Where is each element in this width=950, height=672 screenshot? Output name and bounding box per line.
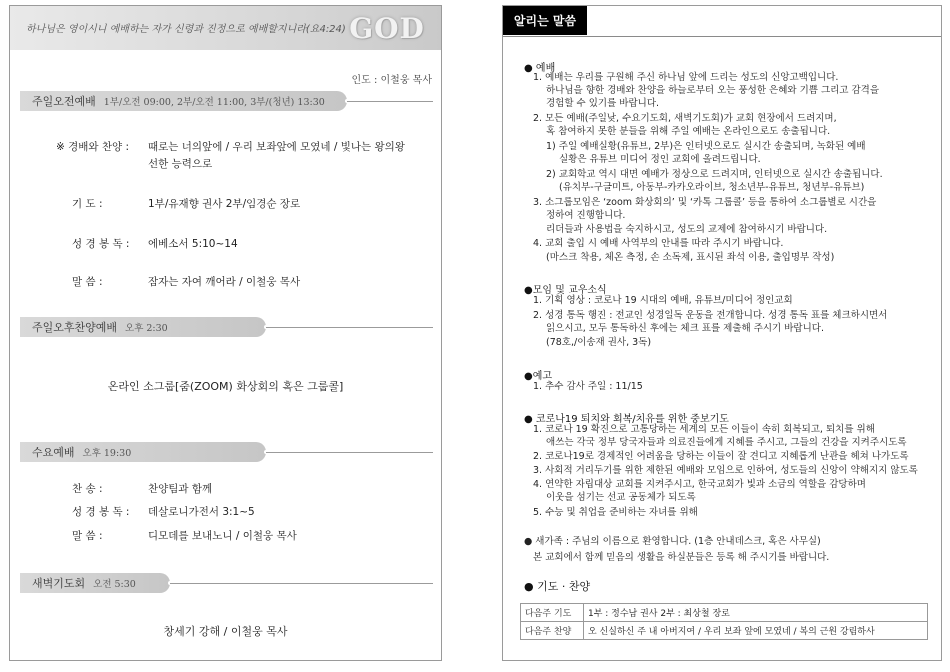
heading-preview: ●예고 <box>524 371 553 382</box>
announcement-line: 5. 수능 및 취업을 준비하는 자녀를 위해 <box>533 507 698 518</box>
row-label: ※ 경배와 찬양 : <box>56 141 130 153</box>
row-value: 잠자는 자여 깨어라 / 이철웅 목사 <box>148 276 301 288</box>
announcement-line: 실황은 유튜브 미디어 정인 교회에 올려드립니다. <box>559 154 761 165</box>
row-value: 선한 능력으로 <box>148 158 213 170</box>
announcement-line: 2. 모든 예배(주일낮, 수요기도회, 새벽기도회)가 교회 현장에서 드려지며, <box>533 113 837 124</box>
row-value: 에베소서 5:10~14 <box>148 238 238 250</box>
next-week-table <box>520 603 928 640</box>
announcement-line: 애쓰는 각국 정부 당국자들과 의료진들에게 지혜를 주시고, 그들의 건강을 지켜주시도록 <box>546 437 907 448</box>
announcement-line: 읽으시고, 모두 통독하신 후에는 체크 표를 제출해 주시기 바랍니다. <box>546 323 824 334</box>
section-title: 주일오후찬양예배 <box>32 321 118 334</box>
heading-worship: ● 예배 <box>524 63 556 74</box>
section-title: 수요예배 <box>32 446 75 459</box>
table-cell-label: 다음주 기도 <box>521 604 584 622</box>
announcement-line: 1. 추수 감사 주일 : 11/15 <box>533 381 643 392</box>
divider <box>347 101 433 102</box>
announcement-line: 정하여 진행합니다. <box>546 210 626 221</box>
announcement-line: (78호,/이송재 권사, 3독) <box>546 337 652 348</box>
announcement-line: 1. 코로나 19 확진으로 고통당하는 세계의 모든 이들이 속히 회복되고, 퇴치를 위해 <box>533 424 875 435</box>
table-row <box>521 604 928 622</box>
row-value: 디모데를 보내노니 / 이철웅 목사 <box>148 530 297 542</box>
title-underline <box>503 36 941 37</box>
announcement-line: 본 교회에서 함께 믿음의 생활을 하실분들은 등록 해 주시기를 바랍니다. <box>533 552 830 563</box>
section-header-wednesday <box>20 442 266 462</box>
announcement-line: (유치부-구글미트, 아동부-카카오라이브, 청소년부-유튜브, 청년부-유튜브) <box>559 182 865 193</box>
announcement-line: 리더들과 사용법을 숙지하시고, 성도의 교제에 참여하시기 바랍니다. <box>546 224 828 235</box>
row-label: 말 씀 : <box>72 530 103 542</box>
section-header-sunday-pm <box>20 317 266 337</box>
row-label: 기 도 : <box>72 198 103 210</box>
announcement-line: 2. 성경 통독 행진 : 전교인 성경일독 운동을 전개합니다. 성경 통독 표를 체크하시면서 <box>533 310 888 321</box>
announcement-line: 2) 교회학교 역시 대면 예배가 정상으로 드려지며, 인터넷으로 실시간 송출됩니다. <box>546 169 883 180</box>
divider <box>170 583 433 584</box>
header-banner <box>10 6 441 50</box>
row-label: 찬 송 : <box>72 483 103 495</box>
section-times: 오후 2:30 <box>125 323 168 334</box>
row-value: 찬양팀과 함께 <box>148 483 213 495</box>
table-cell-label: 다음주 찬양 <box>521 622 584 640</box>
announcements-panel <box>502 5 942 661</box>
announcement-line: 2. 코로나19로 경제적인 어려움을 당하는 이들이 잘 견디고 지혜롭게 난관을 헤쳐 나가도록 <box>533 451 909 462</box>
row-value: 때로는 너의앞에 / 우리 보좌앞에 모였네 / 빛나는 왕의왕 <box>148 141 405 153</box>
row-label: 성 경 봉 독 : <box>72 238 130 250</box>
row-label: 성 경 봉 독 : <box>72 506 130 518</box>
table-row <box>521 622 928 640</box>
announcement-line: 3. 사회적 거리두기를 위한 제한된 예배와 모임으로 인하여, 성도들의 신앙이 약해지지 않도록 <box>533 465 918 476</box>
heading-prayer-praise: ● 기도 · 찬양 <box>524 580 591 593</box>
section-times: 1부/오전 09:00, 2부/오전 11:00, 3부/(청년) 13:30 <box>103 97 325 108</box>
dawn-note: 창세기 강해 / 이철웅 목사 <box>163 625 288 638</box>
section-title: 새벽기도회 <box>32 577 86 590</box>
worship-order-panel <box>9 5 442 661</box>
announcement-line: 혹 참여하지 못한 분들을 위해 주일 예배는 온라인으로도 송출됩니다. <box>546 126 831 137</box>
table-cell-value: 1부 : 정수남 권사 2부 : 최상철 장로 <box>584 604 928 622</box>
header-verse: 하나님은 영이시니 예배하는 자가 신령과 진정으로 예배할지니라(요4:24) <box>26 24 346 35</box>
announcement-line: 하나님을 향한 경배와 찬양을 하늘로부터 오는 풍성한 은혜와 기쁨 그리고 감격을 <box>546 85 880 96</box>
divider <box>266 327 433 328</box>
section-title: 주일오전예배 <box>32 95 96 108</box>
announcement-line: 4. 교회 출입 시 예배 사역부의 안내를 따라 주시기 바랍니다. <box>533 238 784 249</box>
leader-name: 인도 : 이철웅 목사 <box>351 75 432 86</box>
announcement-line: 경험할 수 있기를 바랍니다. <box>546 98 660 109</box>
announcement-line: 3. 소그룹모임은 ‘zoom 화상회의’ 및 ‘카톡 그룹콜’ 등을 통하여 소그룹별로 시간을 <box>533 197 877 208</box>
row-value: 데살로니가전서 3:1~5 <box>148 506 255 518</box>
table-cell-value: 오 신실하신 주 내 아버지여 / 우리 보좌 앞에 모였네 / 복의 근원 강림하사 <box>584 622 928 640</box>
heading-news: ●모임 및 교우소식 <box>524 285 607 296</box>
announcement-line: 이웃을 섬기는 선교 공동체가 되도록 <box>546 492 696 503</box>
announcement-line: 4. 연약한 자립대상 교회를 지켜주시고, 한국교회가 빛과 소금의 역할을 감당하며 <box>533 479 866 490</box>
announcement-line: 1) 주일 예배실황(유튜브, 2부)은 인터넷으로도 실시간 송출되며, 녹화된 예배 <box>546 141 866 152</box>
row-value: 1부/유재향 권사 2부/임경순 장로 <box>148 198 301 210</box>
sunday-pm-note: 온라인 소그룹[줌(ZOOM) 화상회의 혹은 그룹콜] <box>107 380 344 393</box>
row-label: 말 씀 : <box>72 276 103 288</box>
section-header-dawn <box>20 573 170 593</box>
new-family-line: ● 새가족 : 주님의 이름으로 환영합니다. (1층 안내데스크, 혹은 사무실) <box>524 536 821 547</box>
section-header-sunday-am <box>20 91 347 111</box>
announcement-line: 1. 기획 영상 : 코로나 19 시대의 예배, 유튜브/미디어 정인교회 <box>533 295 793 306</box>
god-logo: GOD <box>349 11 425 45</box>
announcement-line: (마스크 착용, 체온 측정, 손 소독제, 표시된 좌석 이용, 출입명부 작성) <box>546 252 835 263</box>
divider <box>266 452 433 453</box>
announcements-title: 알리는 말씀 <box>503 6 587 35</box>
section-times: 오후 19:30 <box>82 448 132 459</box>
section-times: 오전 5:30 <box>93 579 136 590</box>
announcement-line: 1. 예배는 우리를 구원해 주신 하나님 앞에 드리는 성도의 신앙고백입니다. <box>533 72 839 83</box>
heading-prayer: ● 코로나19 퇴치와 회복/치유를 위한 중보기도 <box>524 414 729 425</box>
